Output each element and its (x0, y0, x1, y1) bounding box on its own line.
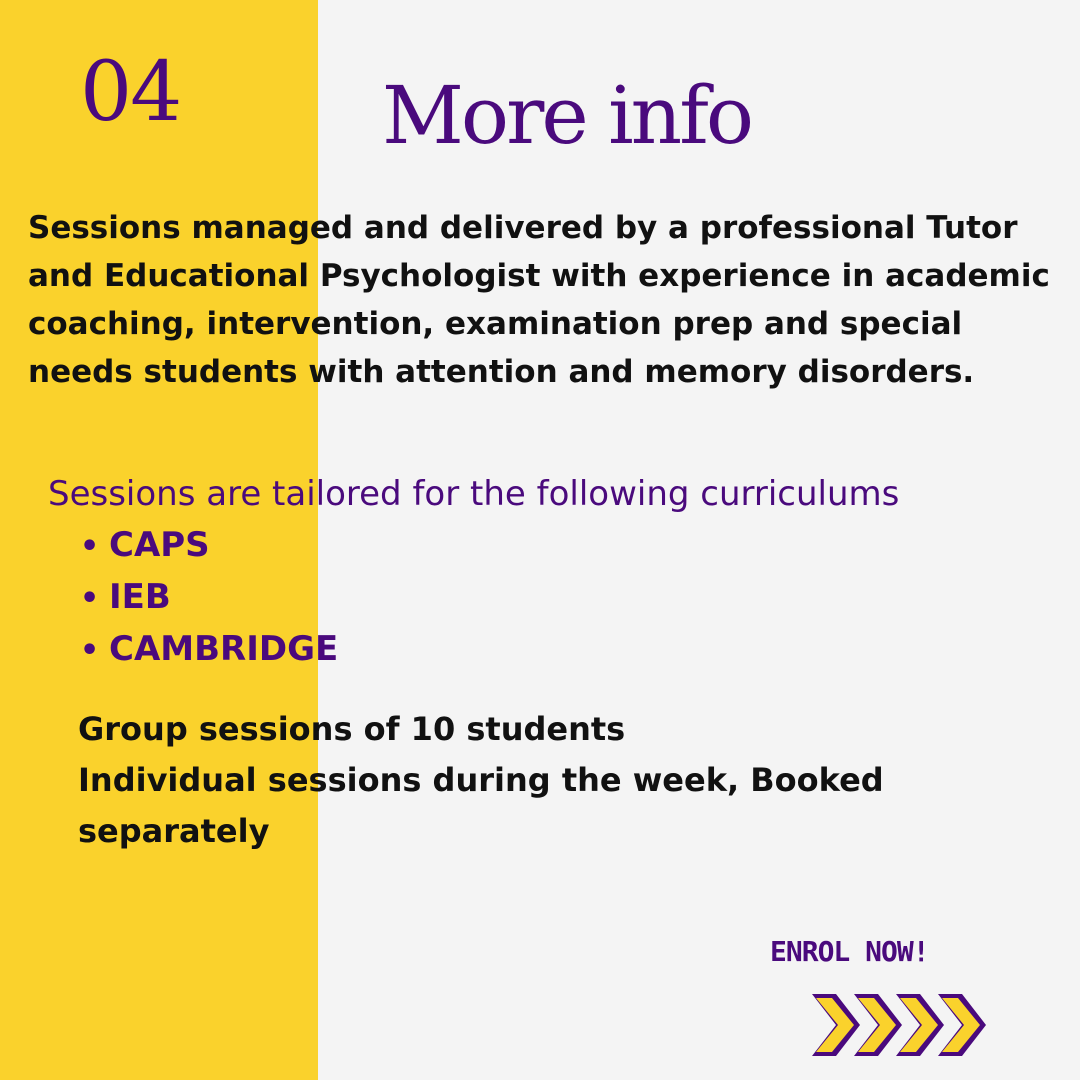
page-title: More info (382, 69, 751, 162)
bullet-icon: • (80, 633, 100, 668)
session-details (78, 704, 1038, 857)
list-item (80, 520, 338, 572)
individual-sessions-line: Individual sessions during the week, Booked separately (78, 761, 884, 850)
chevrons-right-icon (806, 990, 996, 1060)
list-item (80, 624, 338, 676)
curriculum-cambridge: CAMBRIDGE (109, 629, 339, 669)
curriculum-ieb: IEB (109, 577, 171, 617)
bullet-icon: • (80, 581, 100, 616)
list-item (80, 572, 338, 624)
curriculum-caps: CAPS (109, 525, 210, 565)
group-sessions-line: Group sessions of 10 students (78, 710, 626, 748)
curriculum-list (80, 520, 338, 676)
enrol-now-button[interactable]: ENROL NOW! (770, 935, 929, 968)
bullet-icon: • (80, 529, 100, 564)
section-number: 04 (80, 45, 181, 140)
intro-paragraph: Sessions managed and delivered by a professional Tutor and Educational Psychologist with experience in academic coaching, intervention, examination prep and special needs students with attention and memory disorders. (28, 210, 1050, 390)
curriculums-intro: Sessions are tailored for the following curriculums (48, 474, 900, 514)
